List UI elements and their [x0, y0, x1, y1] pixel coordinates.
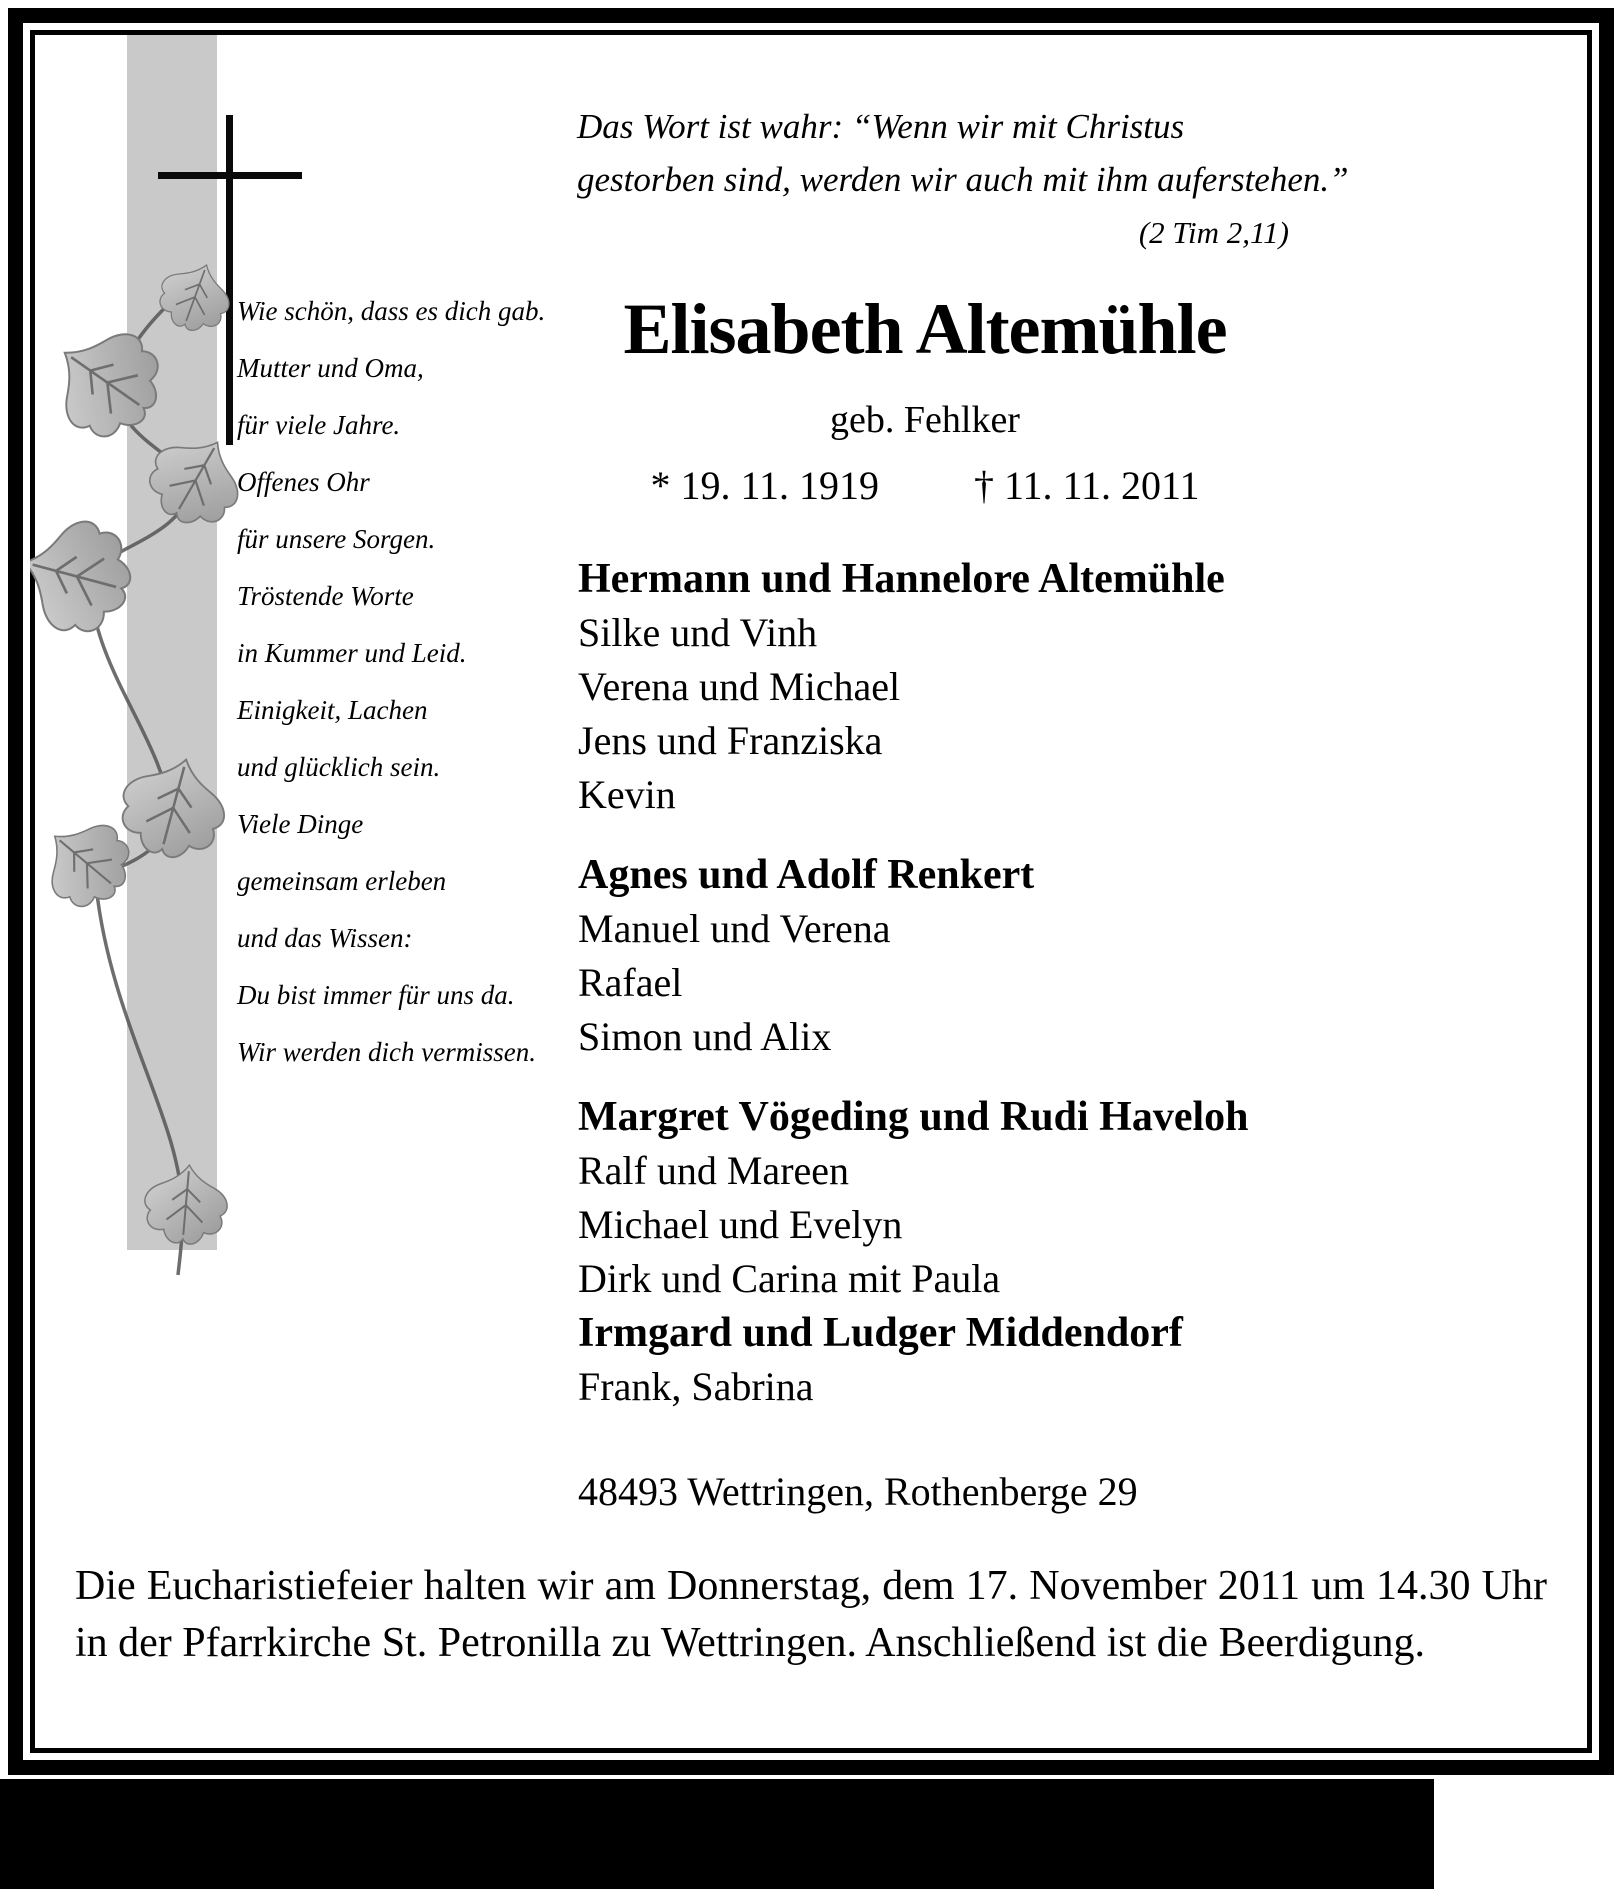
poem-line: gemeinsam erleben: [237, 866, 447, 896]
funeral-notice: Die Eucharistiefeier halten wir am Donnerstag, dem 17. November 2011 um 14.30 Uhr in der Pfarrkirche St. Petronilla zu Wettringen. Anschließend ist die Beerdigung.: [75, 1563, 1547, 1666]
poem-line: Viele Dinge: [237, 809, 364, 839]
memorial-poem: [237, 283, 567, 1081]
mourner-group: [578, 1090, 1249, 1414]
mourner-name: Rafael: [578, 960, 683, 1005]
maiden-name: geb. Fehlker: [830, 399, 1020, 441]
mourner-name: Silke und Vinh: [578, 610, 818, 655]
ivy-vine-icon: [30, 240, 260, 1280]
poem-line: Wie schön, dass es dich gab.: [237, 296, 546, 326]
mourner-name: Dirk und Carina mit Paula: [578, 1256, 1001, 1301]
mourner-name: Frank, Sabrina: [578, 1364, 814, 1409]
mourner-name: Verena und Michael: [578, 664, 901, 709]
poem-line: und glücklich sein.: [237, 752, 441, 782]
mourner-name: Ralf und Mareen: [578, 1148, 850, 1193]
poem-line: Wir werden dich vermissen.: [237, 1037, 536, 1067]
mourner-name: Kevin: [578, 772, 676, 817]
mourners-list: [578, 552, 1249, 1414]
life-dates: [565, 462, 1285, 509]
birth-date: * 19. 11. 1919: [650, 463, 879, 508]
scripture-quote-line: gestorben sind, werden wir auch mit ihm auferstehen.”: [577, 160, 1349, 199]
mourner-family-head: Hermann und Hannelore Altemühle: [578, 556, 1225, 602]
poem-line: Offenes Ohr: [237, 467, 370, 497]
poem-line: Tröstende Worte: [237, 581, 414, 611]
scripture-quote: [577, 100, 1349, 259]
family-address: 48493 Wettringen, Rothenberge 29: [578, 1469, 1138, 1514]
mourner-name: Jens und Franziska: [578, 718, 883, 763]
mourner-family-head: Agnes und Adolf Renkert: [578, 852, 1035, 898]
poem-line: für unsere Sorgen.: [237, 524, 436, 554]
poem-line: in Kummer und Leid.: [237, 638, 467, 668]
cross-icon: [158, 172, 302, 179]
mourner-name: Manuel und Verena: [578, 906, 891, 951]
poem-line: Du bist immer für uns da.: [237, 980, 515, 1010]
scripture-citation: (2 Tim 2,11): [1138, 215, 1289, 250]
mourner-family-head: Margret Vögeding und Rudi Haveloh: [578, 1094, 1249, 1140]
mourner-name: Michael und Evelyn: [578, 1202, 903, 1247]
death-date: † 11. 11. 2011: [973, 463, 1200, 508]
poem-line: und das Wissen:: [237, 923, 413, 953]
mourner-name: Simon und Alix: [578, 1014, 832, 1059]
redaction-bar: [0, 1779, 1434, 1889]
mourner-group: [578, 552, 1249, 822]
poem-line: Mutter und Oma,: [237, 353, 424, 383]
poem-line: Einigkeit, Lachen: [237, 695, 428, 725]
mourner-family-head: Irmgard und Ludger Middendorf: [578, 1310, 1183, 1356]
mourner-group: [578, 848, 1249, 1064]
poem-line: für viele Jahre.: [237, 410, 401, 440]
scripture-quote-line: Das Wort ist wahr: “Wenn wir mit Christus: [577, 107, 1185, 146]
deceased-name: Elisabeth Altemühle: [623, 289, 1227, 369]
